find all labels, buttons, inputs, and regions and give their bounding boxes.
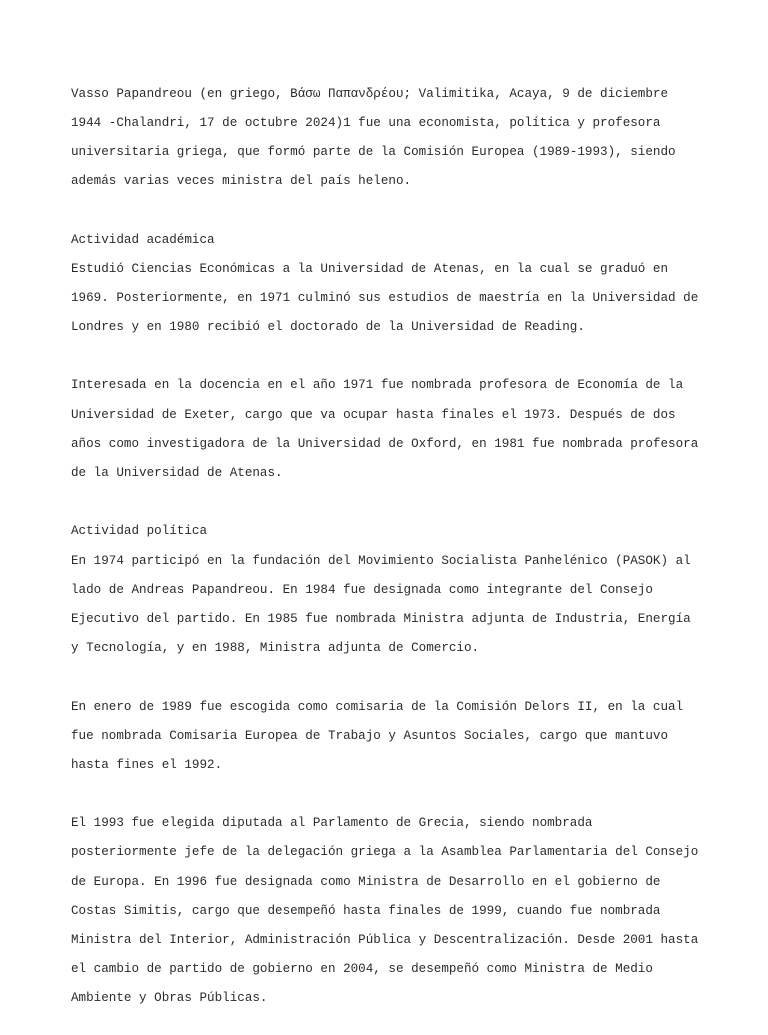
text-line: lado de Andreas Papandreou. En 1984 fue designada como integrante del Consejo — [71, 582, 653, 597]
text-line: Costas Simitis, cargo que desempeñó hasta finales de 1999, cuando fue nombrada — [71, 903, 661, 918]
text-line: Vasso Papandreou (en griego, Βάσω Παπανδρέου; Valimitika, Acaya, 9 de diciembre — [71, 86, 669, 101]
section-heading-political: Actividad política — [71, 524, 208, 539]
text-line: de Europa. En 1996 fue designada como Ministra de Desarrollo en el gobierno de — [71, 874, 661, 889]
text-line: Ministra del Interior, Administración Pública y Descentralización. Desde 2001 hasta — [71, 933, 699, 948]
text-line: años como investigadora de la Universidad de Oxford, en 1981 fue nombrada profesora — [71, 436, 699, 451]
political-section-paragraph-3 — [71, 802, 711, 1021]
text-line: 1944 -Chalandri, 17 de octubre 2024)1 fue una economista, política y profesora — [71, 115, 661, 130]
text-line: posteriormente jefe de la delegación griega a la Asamblea Parlamentaria del Consejo — [71, 845, 699, 860]
academic-section-paragraph-2 — [71, 364, 711, 495]
text-line: fue nombrada Comisaria Europea de Trabajo y Asuntos Sociales, cargo que mantuvo — [71, 728, 669, 743]
text-line: 1969. Posteriormente, en 1971 culminó sus estudios de maestría en la Universidad de — [71, 290, 699, 305]
text-line: hasta fines el 1992. — [71, 757, 223, 772]
text-line: universitaria griega, que formó parte de la Comisión Europea (1989-1993), siendo — [71, 144, 676, 159]
text-line: el cambio de partido de gobierno en 2004, se desempeñó como Ministra de Medio — [71, 962, 653, 977]
academic-section-paragraph-1 — [71, 218, 711, 349]
text-line: En enero de 1989 fue escogida como comisaria de la Comisión Delors II, en la cual — [71, 699, 684, 714]
section-heading-academic: Actividad académica — [71, 232, 215, 247]
political-section-paragraph-1 — [71, 510, 711, 671]
text-line: Interesada en la docencia en el año 1971 fue nombrada profesora de Economía de la — [71, 378, 684, 393]
intro-paragraph — [71, 72, 711, 203]
text-line: Estudió Ciencias Económicas a la Universidad de Atenas, en la cual se graduó en — [71, 261, 669, 276]
text-line: Ejecutivo del partido. En 1985 fue nombrada Ministra adjunta de Industria, Energía — [71, 611, 691, 626]
political-section-paragraph-2 — [71, 685, 711, 787]
text-line: Ambiente y Obras Públicas. — [71, 991, 268, 1006]
document-body — [71, 72, 711, 1035]
text-line: Universidad de Exeter, cargo que va ocupar hasta finales el 1973. Después de dos — [71, 407, 676, 422]
text-line: En 1974 participó en la fundación del Movimiento Socialista Panhelénico (PASOK) al — [71, 553, 691, 568]
text-line: El 1993 fue elegida diputada al Parlamento de Grecia, siendo nombrada — [71, 816, 593, 831]
text-line: de la Universidad de Atenas. — [71, 466, 283, 481]
text-line: además varias veces ministra del país heleno. — [71, 174, 412, 189]
text-line: y Tecnología, y en 1988, Ministra adjunta de Comercio. — [71, 641, 480, 656]
text-line: Londres y en 1980 recibió el doctorado de la Universidad de Reading. — [71, 320, 585, 335]
